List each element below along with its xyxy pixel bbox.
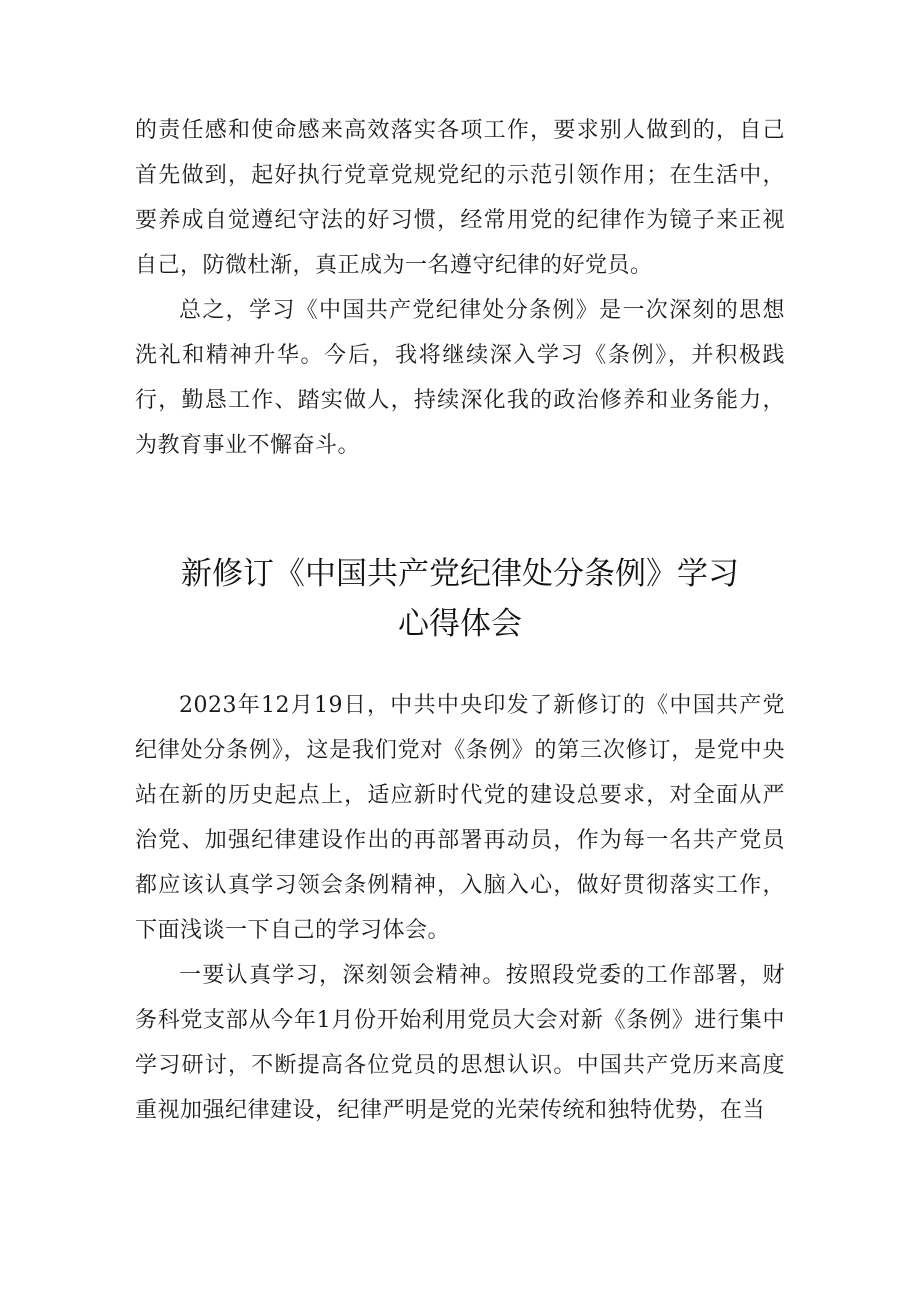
- previous-article-ending: [135, 108, 785, 468]
- paragraph-continuation: 的责任感和使命感来高效落实各项工作，要求别人做到的，自己首先做到，起好执行党章党规党纪的示范引领作用；在生活中，要养成自觉遵纪守法的好习惯，经常用党的纪律作为镜子来正视自己，防微杜渐，真正成为一名遵守纪律的好党员。: [135, 118, 785, 278]
- article-body: [135, 683, 785, 1133]
- article-title-line-1: 新修订《中国共产党纪律处分条例》学习: [181, 556, 739, 592]
- article-title-line-2: 心得体会: [398, 606, 522, 642]
- article-title: [135, 549, 785, 649]
- paragraph-introduction: 2023年12月19日，中共中央印发了新修订的《中国共产党纪律处分条例》，这是我们党对《条例》的第三次修订，是党中央站在新的历史起点上，适应新时代党的建设总要求，对全面从严治党、加强纪律建设作出的再部署再动员，作为每一名共产党员都应该认真学习领会条例精神，入脑入心，做好贯彻落实工作，下面浅谈一下自己的学习体会。: [135, 693, 785, 943]
- paragraph-point-one: 一要认真学习，深刻领会精神。按照段党委的工作部署，财务科党支部从今年1月份开始利用党员大会对新《条例》进行集中学习研讨，不断提高各位党员的思想认识。中国共产党历来高度重视加强纪律建设，纪律严明是党的光荣传统和独特优势，在当: [135, 963, 785, 1123]
- paragraph-conclusion: 总之，学习《中国共产党纪律处分条例》是一次深刻的思想洗礼和精神升华。今后，我将继续深入学习《条例》，并积极践行，勤恳工作、踏实做人，持续深化我的政治修养和业务能力，为教育事业不懈奋斗。: [135, 298, 785, 458]
